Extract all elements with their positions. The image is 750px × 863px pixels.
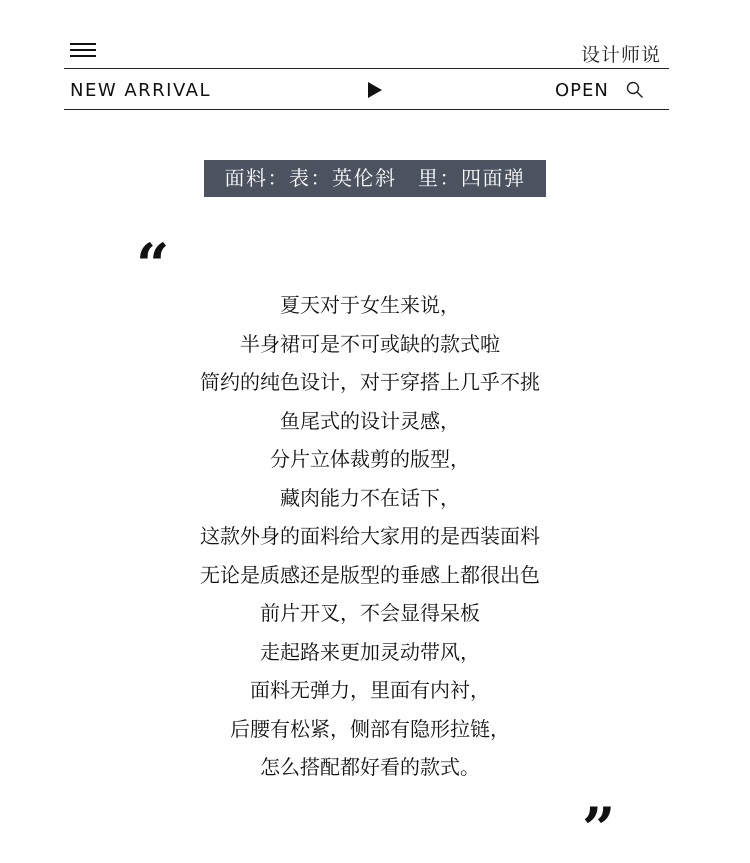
description-line: 简约的纯色设计，对于穿搭上几乎不挑 <box>200 370 540 394</box>
description-line: 半身裙可是不可或缺的款式啦 <box>240 331 500 356</box>
close-quote-mark: ” <box>582 795 616 863</box>
description-line: 藏肉能力不在话下， <box>280 485 460 510</box>
fabric-banner: 面料：表：英伦斜 里：四面弹 <box>204 160 546 197</box>
description-line: 面料无弹力，里面有内衬， <box>250 678 490 702</box>
nav-bar <box>64 68 669 110</box>
top-bar <box>64 38 669 69</box>
description-line: 走起路来更加灵动带风， <box>260 639 480 664</box>
brand-title: 设计师说 <box>580 44 661 66</box>
description-text <box>100 288 640 789</box>
play-icon[interactable] <box>368 82 382 98</box>
description-line: 这款外身的面料给大家用的是西装面料 <box>200 524 540 548</box>
open-quote-mark: “ <box>136 231 170 299</box>
description-line: 无论是质感还是版型的垂感上都很出色 <box>200 562 540 587</box>
description-line: 怎么搭配都好看的款式。 <box>260 755 480 779</box>
hamburger-menu-icon[interactable] <box>70 43 96 59</box>
description-line: 分片立体裁剪的版型， <box>270 447 470 471</box>
new-arrival-link[interactable]: NEW ARRIVAL <box>70 80 211 101</box>
description-line: 后腰有松紧，侧部有隐形拉链， <box>230 716 510 741</box>
description-line: 前片开叉，不会显得呆板 <box>260 601 480 625</box>
description-line: 夏天对于女生来说， <box>280 293 460 317</box>
search-icon[interactable] <box>626 81 644 99</box>
description-line: 鱼尾式的设计灵感， <box>280 408 460 433</box>
open-link[interactable]: OPEN <box>555 80 609 101</box>
